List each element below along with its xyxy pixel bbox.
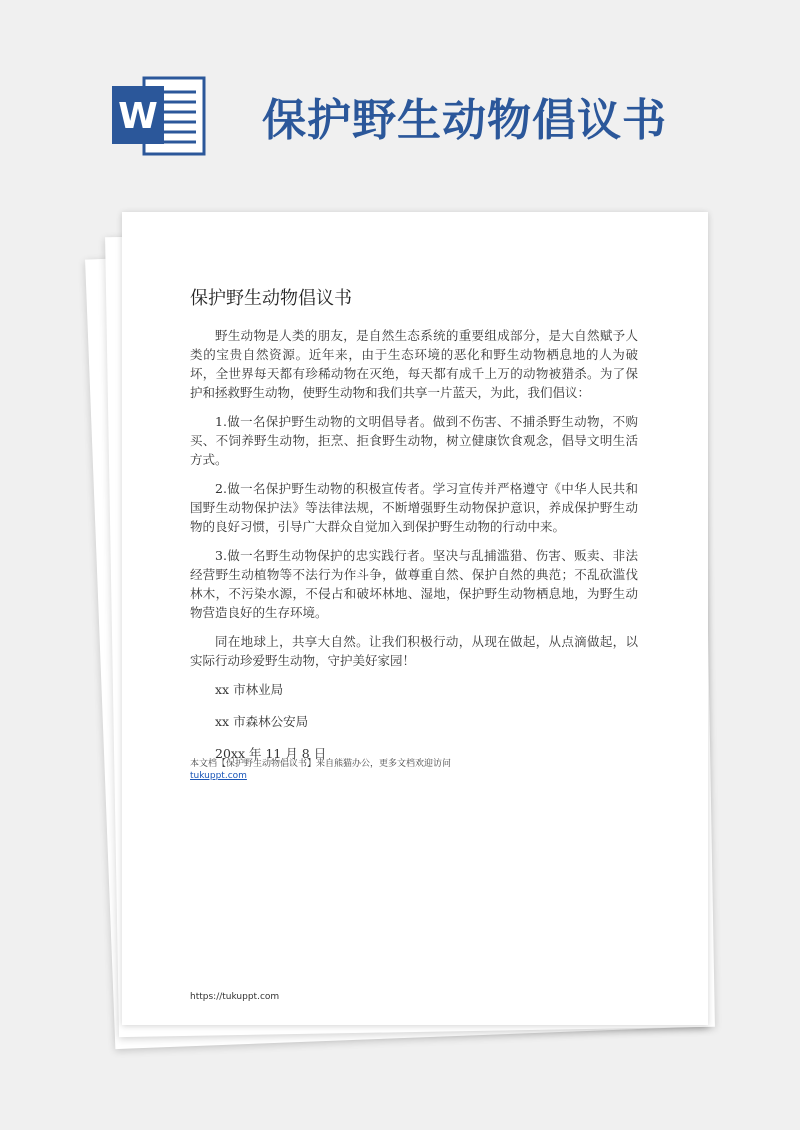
initiative-paragraph-1: 1.做一名保护野生动物的文明倡导者。做到不伤害、不捕杀野生动物，不购买、不饲养野生动物，拒烹、拒食野生动物，树立健康饮食观念，倡导文明生活方式。	[190, 414, 638, 467]
intro-paragraph: 野生动物是人类的朋友，是自然生态系统的重要组成部分，是大自然赋予人类的宝贵自然资源。近年来，由于生态环境的恶化和野生动物栖息地的人为破坏，全世界每天都有珍稀动物在灭绝，每天都有成千上万的动物被猎杀。为了保护和拯救野生动物，使野生动物和我们共享一片蓝天，为此，我们倡议：	[190, 328, 638, 400]
signature-forest-police: xx 市森林公安局	[215, 714, 309, 729]
initiative-paragraph-3: 3.做一名野生动物保护的忠实践行者。坚决与乱捕滥猎、伤害、贩卖、非法经营野生动植物等不法行为作斗争，做尊重自然、保护自然的典范；不乱砍滥伐林木，不污染水源，不侵占和破坏林地、湿地，保护野生动物栖息地，为野生动物营造良好的生存环境。	[190, 548, 638, 620]
word-document-icon	[110, 72, 210, 158]
word-icon-letter: W	[118, 96, 158, 137]
footer-url[interactable]: https://tukuppt.com	[190, 992, 280, 1002]
signature-forestry-bureau: xx 市林业局	[215, 682, 284, 697]
source-notice	[190, 758, 640, 782]
source-notice-link[interactable]: tukuppt.com	[190, 771, 247, 781]
document-title: 保护野生动物倡议书	[190, 288, 352, 309]
document-body	[190, 326, 638, 776]
document-page	[122, 212, 708, 1025]
header-title: 保护野生动物倡议书	[262, 95, 667, 146]
source-notice-text: 本文档【保护野生动物倡议书】来自熊猫办公，更多文档欢迎访问	[190, 759, 452, 769]
signature-date: 20xx 年 11 月 8 日	[215, 746, 327, 761]
initiative-paragraph-2: 2.做一名保护野生动物的积极宣传者。学习宣传并严格遵守《中华人民共和国野生动物保护法》等法律法规，不断增强野生动物保护意识，养成保护野生动物的良好习惯，引导广大群众自觉加入到保护野生动物的行动中来。	[190, 481, 638, 534]
header	[0, 0, 800, 200]
closing-paragraph: 同在地球上，共享大自然。让我们积极行动，从现在做起，从点滴做起，以实际行动珍爱野生动物，守护美好家园！	[190, 634, 638, 668]
